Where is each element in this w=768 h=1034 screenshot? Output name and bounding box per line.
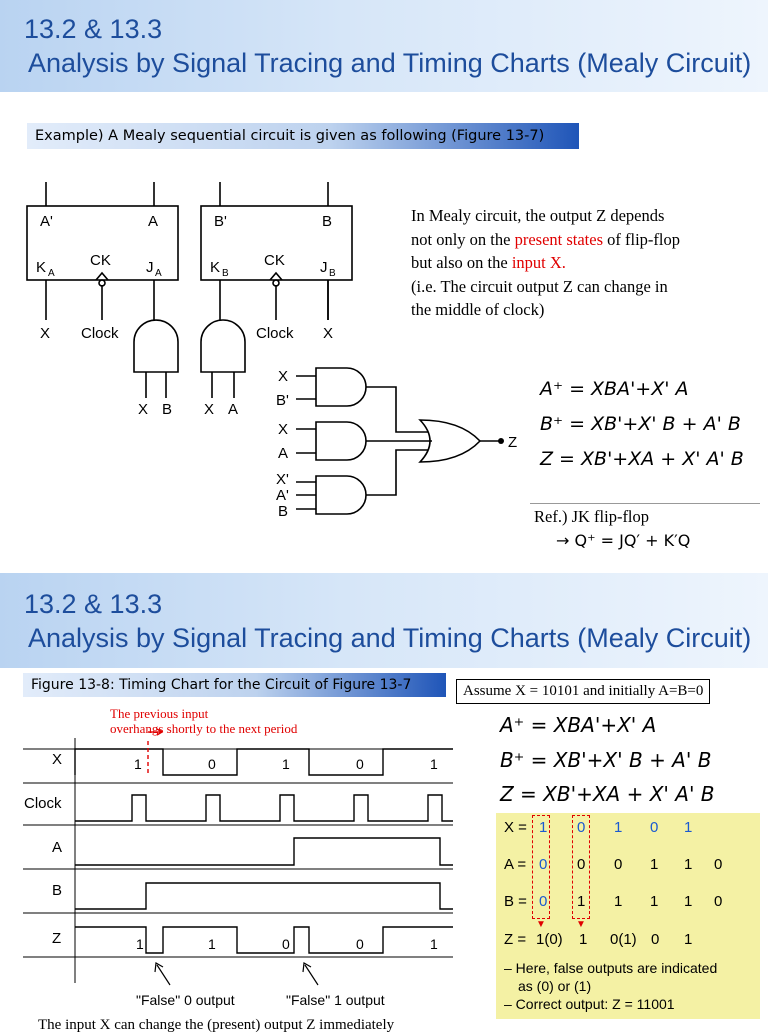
explain-line-2-pre: not only on the <box>411 229 515 249</box>
explain-line-3-pre: but also on the <box>411 253 512 272</box>
false-1-label: "False" 1 output <box>286 992 385 1008</box>
table-a-2: 0 <box>577 856 586 873</box>
ffa-q-label: A <box>148 213 159 230</box>
table-x-4: 0 <box>650 819 659 836</box>
eq-z: Z = XB'+XA + X' A' B <box>540 448 744 470</box>
and-b-input-x: X <box>204 401 215 418</box>
explain-line-4: (i.e. The circuit output Z can change in <box>411 276 668 296</box>
explain-line-5: the middle of clock) <box>411 300 545 319</box>
timing-waveforms <box>0 573 460 1024</box>
note-line-3: – Correct output: Z = 11001 <box>504 996 675 1012</box>
ffa-j-label: J <box>146 259 154 276</box>
table-b-label: B = <box>504 893 527 910</box>
overhang-note-2: overhangs shortly to the next period <box>110 721 298 736</box>
table-a-label: A = <box>504 856 527 873</box>
eq2-z: Z = XB'+XA + X' A' B <box>500 782 715 806</box>
present-states-highlight: present states <box>514 229 604 249</box>
arrow-down-icon: ▼ <box>536 919 546 930</box>
table-b-5: 1 <box>684 893 693 910</box>
gate3-input-xbar: X' <box>276 471 289 488</box>
table-z-5: 1 <box>684 931 693 948</box>
arrow-down-icon: ▼ <box>576 919 586 930</box>
table-b-3: 1 <box>614 893 623 910</box>
z-value-5: 1 <box>430 936 438 952</box>
table-z-3: 0(1) <box>610 931 637 948</box>
x-value-4: 0 <box>356 756 364 772</box>
explain-line-1: In Mealy circuit, the output Z depends <box>411 206 665 225</box>
table-b-4: 1 <box>650 893 659 910</box>
ffa-qbar-label: A' <box>40 213 53 230</box>
table-z-label: Z = <box>504 931 527 948</box>
signal-label-x: X <box>52 751 63 768</box>
table-a-6: 0 <box>714 856 723 873</box>
signal-label-a: A <box>52 839 63 856</box>
gate2-input-a: A <box>278 445 289 462</box>
highlight-col-1 <box>532 815 550 919</box>
table-a-3: 0 <box>614 856 623 873</box>
ffb-q-label: B <box>322 213 333 230</box>
example-bar: Example) A Mealy sequential circuit is given as following (Figure 13-7) <box>27 123 579 149</box>
mealy-explanation <box>411 204 680 322</box>
circuit-output-z: Z <box>508 434 518 451</box>
false-output-note <box>496 959 760 1019</box>
gate1-input-bbar: B' <box>276 392 289 409</box>
ffa-k-label: K <box>36 259 47 276</box>
footer-note: The input X can change the (present) output Z immediately <box>38 1017 395 1033</box>
ref-divider <box>530 503 760 504</box>
ffa-k-sub: A <box>48 268 55 279</box>
x-value-2: 0 <box>208 756 216 772</box>
explain-line-2 <box>411 228 680 252</box>
ffa-ck-label: CK <box>90 252 111 269</box>
and-b-input-a: A <box>228 401 239 418</box>
table-x-3: 1 <box>614 819 623 836</box>
highlight-col-2 <box>572 815 590 919</box>
and-a-input-b: B <box>162 401 173 418</box>
gate1-input-x: X <box>278 368 289 385</box>
ffb-k-label: K <box>210 259 221 276</box>
z-value-1: 1 <box>136 936 144 952</box>
ffb-x-input: X <box>323 325 334 342</box>
ffb-j-sub: B <box>329 268 336 279</box>
note-line-1: – Here, false outputs are indicated <box>504 960 718 976</box>
ref-jk-label: Ref.) JK flip-flop <box>534 507 650 526</box>
z-value-3: 0 <box>282 936 290 952</box>
eq2-a-next: A⁺ = XBA'+X' A <box>500 713 657 737</box>
slide-title: Analysis by Signal Tracing and Timing Charts (Mealy Circuit) <box>28 48 752 78</box>
explain-line-2-post: of flip-flop <box>603 229 680 249</box>
ffa-clock-input: Clock <box>81 325 119 342</box>
ffb-k-sub: B <box>222 268 229 279</box>
ref-jk-equation: → Q⁺ = JQ′ + K′Q <box>556 531 691 550</box>
x-value-1: 1 <box>134 756 142 772</box>
signal-label-b: B <box>52 882 63 899</box>
table-x-5: 1 <box>684 819 693 836</box>
slide-2 <box>0 573 768 1033</box>
section-number: 13.2 & 13.3 <box>24 14 163 44</box>
table-x-label: X = <box>504 819 527 836</box>
assume-box: Assume X = 10101 and initially A=B=0 <box>456 679 710 704</box>
table-z-1: 1(0) <box>536 931 563 948</box>
false-0-label: "False" 0 output <box>136 992 235 1008</box>
gate2-input-x: X <box>278 421 289 438</box>
table-x-1: 1 <box>539 819 548 836</box>
ffa-x-input: X <box>40 325 51 342</box>
and-a-input-x: X <box>138 401 149 418</box>
input-x-highlight: input X. <box>511 253 566 272</box>
eq2-b-next: B⁺ = XB'+X' B + A' B <box>500 748 712 772</box>
overhang-note-1: The previous input <box>110 706 209 721</box>
ffb-j-label: J <box>320 259 328 276</box>
table-x-2: 0 <box>577 819 586 836</box>
ffb-ck-label: CK <box>264 252 285 269</box>
eq-a-next: A⁺ = XBA'+X' A <box>540 378 689 400</box>
eq-b-next: B⁺ = XB'+X' B + A' B <box>540 413 741 435</box>
state-table <box>496 813 760 963</box>
gate3-input-b: B <box>278 503 289 520</box>
slide-title-2: Analysis by Signal Tracing and Timing Charts (Mealy Circuit) <box>28 623 752 653</box>
slide-header <box>0 0 768 92</box>
table-b-6: 0 <box>714 893 723 910</box>
signal-label-clock: Clock <box>24 795 62 812</box>
explain-line-3 <box>411 251 680 275</box>
z-value-2: 1 <box>208 936 216 952</box>
table-z-4: 0 <box>651 931 660 948</box>
signal-label-z: Z <box>52 930 62 947</box>
section-number-2: 13.2 & 13.3 <box>24 589 163 619</box>
table-z-2: 1 <box>579 931 588 948</box>
ffb-qbar-label: B' <box>214 213 227 230</box>
table-b-1: 0 <box>539 893 548 910</box>
z-value-4: 0 <box>356 936 364 952</box>
table-b-2: 1 <box>577 893 586 910</box>
ffb-clock-input: Clock <box>256 325 294 342</box>
ffa-j-sub: A <box>155 268 162 279</box>
x-value-3: 1 <box>282 756 290 772</box>
note-line-2: as (0) or (1) <box>518 978 592 994</box>
x-value-5: 1 <box>430 756 438 772</box>
table-a-4: 1 <box>650 856 659 873</box>
figure-bar: Figure 13-8: Timing Chart for the Circuit of Figure 13-7 <box>23 673 446 697</box>
gate3-input-abar: A' <box>276 487 289 504</box>
table-a-5: 1 <box>684 856 693 873</box>
table-a-1: 0 <box>539 856 548 873</box>
